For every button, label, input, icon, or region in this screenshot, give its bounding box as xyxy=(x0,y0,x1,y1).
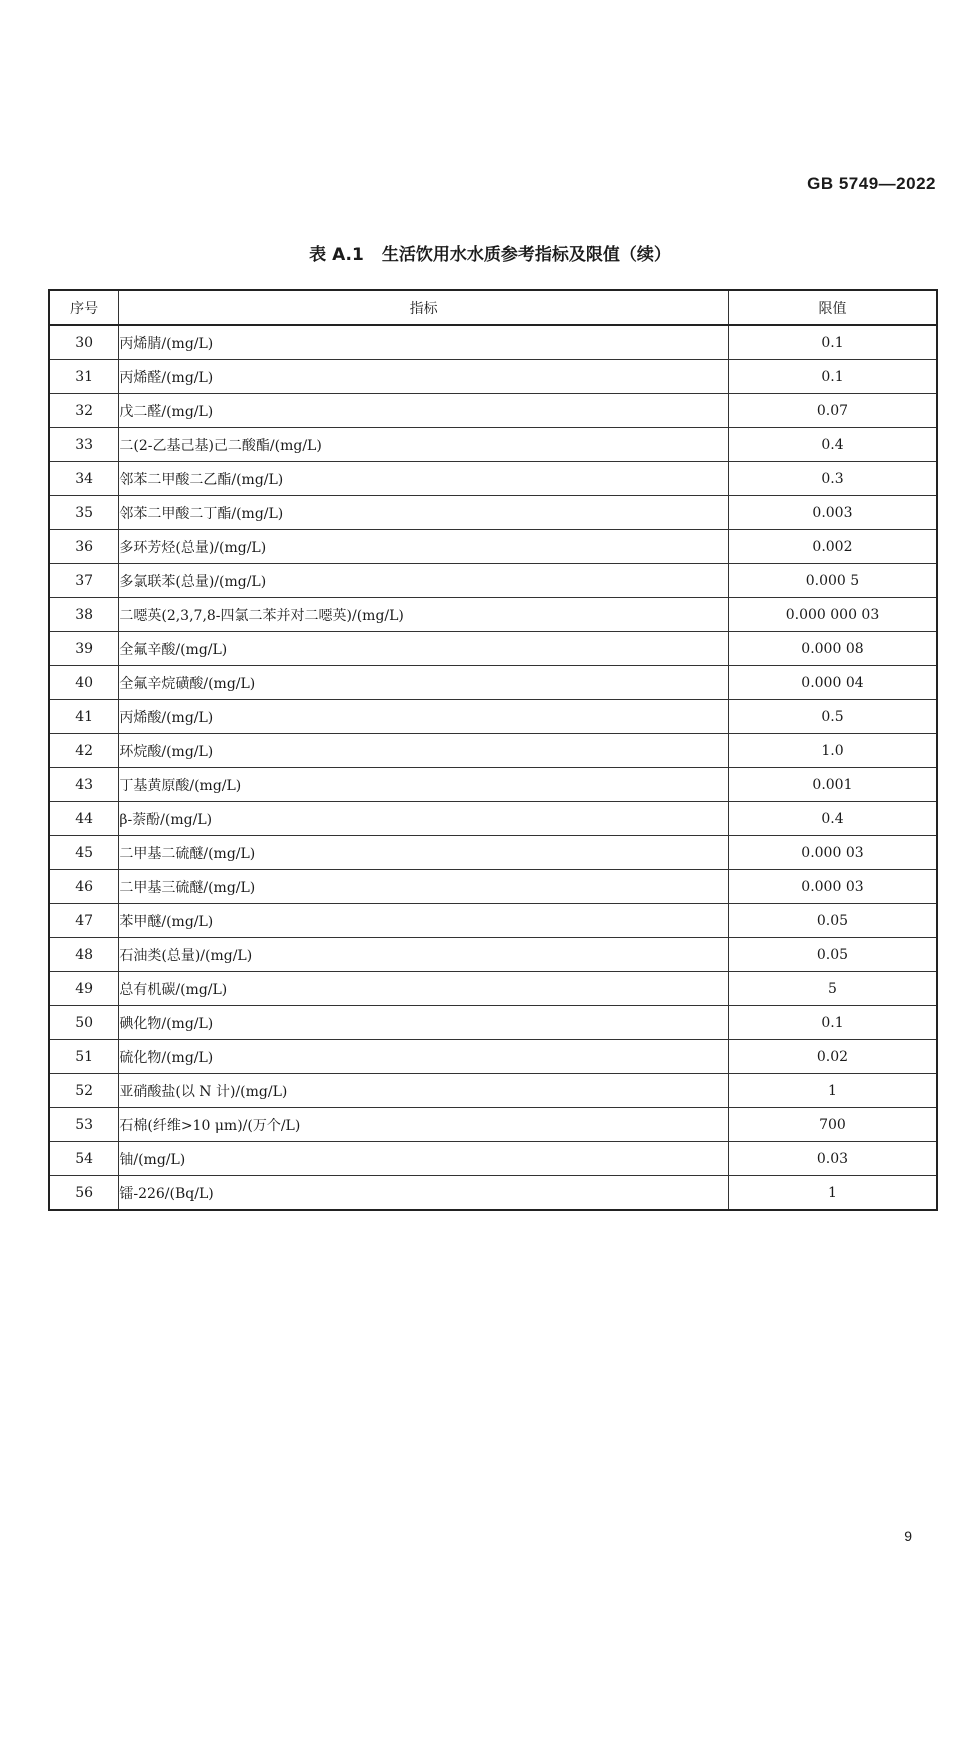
row-number: 35 xyxy=(49,496,119,530)
row-indicator: 苯甲醚/(mg/L) xyxy=(119,904,729,938)
row-number: 56 xyxy=(49,1176,119,1211)
row-limit: 0.4 xyxy=(728,802,937,836)
row-indicator: 邻苯二甲酸二丁酯/(mg/L) xyxy=(119,496,729,530)
row-number: 44 xyxy=(49,802,119,836)
row-indicator: 全氟辛烷磺酸/(mg/L) xyxy=(119,666,729,700)
row-indicator: 丁基黄原酸/(mg/L) xyxy=(119,768,729,802)
row-limit: 1 xyxy=(728,1074,937,1108)
row-number: 51 xyxy=(49,1040,119,1074)
table-row xyxy=(49,496,937,530)
row-number: 36 xyxy=(49,530,119,564)
row-number: 30 xyxy=(49,325,119,360)
page-number: 9 xyxy=(904,1528,912,1544)
row-indicator: 总有机碳/(mg/L) xyxy=(119,972,729,1006)
row-number: 34 xyxy=(49,462,119,496)
row-number: 49 xyxy=(49,972,119,1006)
table-number: 表 A.1 xyxy=(309,245,364,265)
row-number: 32 xyxy=(49,394,119,428)
row-indicator: 戊二醛/(mg/L) xyxy=(119,394,729,428)
row-indicator: 丙烯腈/(mg/L) xyxy=(119,325,729,360)
row-number: 48 xyxy=(49,938,119,972)
row-indicator: β-萘酚/(mg/L) xyxy=(119,802,729,836)
row-limit: 0.000 04 xyxy=(728,666,937,700)
row-number: 50 xyxy=(49,1006,119,1040)
table-row xyxy=(49,428,937,462)
row-number: 33 xyxy=(49,428,119,462)
row-number: 38 xyxy=(49,598,119,632)
table-row xyxy=(49,360,937,394)
table-row xyxy=(49,325,937,360)
row-indicator: 石油类(总量)/(mg/L) xyxy=(119,938,729,972)
row-number: 43 xyxy=(49,768,119,802)
table-row xyxy=(49,564,937,598)
table-row xyxy=(49,938,937,972)
row-number: 52 xyxy=(49,1074,119,1108)
row-number: 37 xyxy=(49,564,119,598)
row-limit: 0.02 xyxy=(728,1040,937,1074)
standard-code: GB 5749—2022 xyxy=(807,174,936,193)
row-limit: 0.1 xyxy=(728,325,937,360)
column-header-indicator: 指标 xyxy=(119,290,729,325)
row-number: 42 xyxy=(49,734,119,768)
row-limit: 0.5 xyxy=(728,700,937,734)
table-row xyxy=(49,802,937,836)
row-indicator: 丙烯醛/(mg/L) xyxy=(119,360,729,394)
row-indicator: 铀/(mg/L) xyxy=(119,1142,729,1176)
table-title xyxy=(0,240,980,265)
row-number: 45 xyxy=(49,836,119,870)
table-row xyxy=(49,1006,937,1040)
row-number: 53 xyxy=(49,1108,119,1142)
column-header-no: 序号 xyxy=(49,290,119,325)
row-indicator: 石棉(纤维>10 μm)/(万个/L) xyxy=(119,1108,729,1142)
row-indicator: 二甲基二硫醚/(mg/L) xyxy=(119,836,729,870)
row-indicator: 丙烯酸/(mg/L) xyxy=(119,700,729,734)
row-limit: 0.000 000 03 xyxy=(728,598,937,632)
row-limit: 0.03 xyxy=(728,1142,937,1176)
row-number: 40 xyxy=(49,666,119,700)
table-title-text: 生活饮用水水质参考指标及限值（续） xyxy=(381,245,671,265)
row-indicator: 环烷酸/(mg/L) xyxy=(119,734,729,768)
row-limit: 0.1 xyxy=(728,360,937,394)
table-row xyxy=(49,734,937,768)
table-row xyxy=(49,666,937,700)
row-indicator: 全氟辛酸/(mg/L) xyxy=(119,632,729,666)
table-row xyxy=(49,462,937,496)
table-row xyxy=(49,700,937,734)
row-number: 39 xyxy=(49,632,119,666)
table-row xyxy=(49,598,937,632)
row-number: 46 xyxy=(49,870,119,904)
row-indicator: 碘化物/(mg/L) xyxy=(119,1006,729,1040)
row-indicator: 邻苯二甲酸二乙酯/(mg/L) xyxy=(119,462,729,496)
reference-indicator-table xyxy=(48,289,938,1211)
table-row xyxy=(49,1040,937,1074)
row-number: 47 xyxy=(49,904,119,938)
row-indicator: 二噁英(2,3,7,8-四氯二苯并对二噁英)/(mg/L) xyxy=(119,598,729,632)
row-indicator: 亚硝酸盐(以 N 计)/(mg/L) xyxy=(119,1074,729,1108)
column-header-limit: 限值 xyxy=(728,290,937,325)
row-limit: 0.05 xyxy=(728,904,937,938)
row-limit: 0.3 xyxy=(728,462,937,496)
table-row xyxy=(49,1108,937,1142)
table-row xyxy=(49,972,937,1006)
row-limit: 0.1 xyxy=(728,1006,937,1040)
row-limit: 0.07 xyxy=(728,394,937,428)
row-indicator: 硫化物/(mg/L) xyxy=(119,1040,729,1074)
table-row xyxy=(49,768,937,802)
row-limit: 1.0 xyxy=(728,734,937,768)
row-indicator: 二甲基三硫醚/(mg/L) xyxy=(119,870,729,904)
row-limit: 0.4 xyxy=(728,428,937,462)
row-limit: 1 xyxy=(728,1176,937,1211)
row-indicator: 多氯联苯(总量)/(mg/L) xyxy=(119,564,729,598)
row-number: 31 xyxy=(49,360,119,394)
row-limit: 0.002 xyxy=(728,530,937,564)
table-row xyxy=(49,394,937,428)
row-indicator: 二(2-乙基己基)己二酸酯/(mg/L) xyxy=(119,428,729,462)
row-limit: 700 xyxy=(728,1108,937,1142)
row-limit: 0.001 xyxy=(728,768,937,802)
table-header-row xyxy=(49,290,937,325)
table-row xyxy=(49,904,937,938)
table-row xyxy=(49,1142,937,1176)
row-number: 41 xyxy=(49,700,119,734)
table-row xyxy=(49,632,937,666)
row-limit: 0.000 03 xyxy=(728,836,937,870)
row-limit: 0.000 03 xyxy=(728,870,937,904)
table-row xyxy=(49,1176,937,1211)
table-row xyxy=(49,836,937,870)
row-indicator: 镭-226/(Bq/L) xyxy=(119,1176,729,1211)
table-row xyxy=(49,870,937,904)
table-body xyxy=(49,325,937,1210)
table-row xyxy=(49,530,937,564)
row-number: 54 xyxy=(49,1142,119,1176)
row-limit: 0.003 xyxy=(728,496,937,530)
row-limit: 0.000 08 xyxy=(728,632,937,666)
row-indicator: 多环芳烃(总量)/(mg/L) xyxy=(119,530,729,564)
row-limit: 5 xyxy=(728,972,937,1006)
table-row xyxy=(49,1074,937,1108)
row-limit: 0.000 5 xyxy=(728,564,937,598)
row-limit: 0.05 xyxy=(728,938,937,972)
